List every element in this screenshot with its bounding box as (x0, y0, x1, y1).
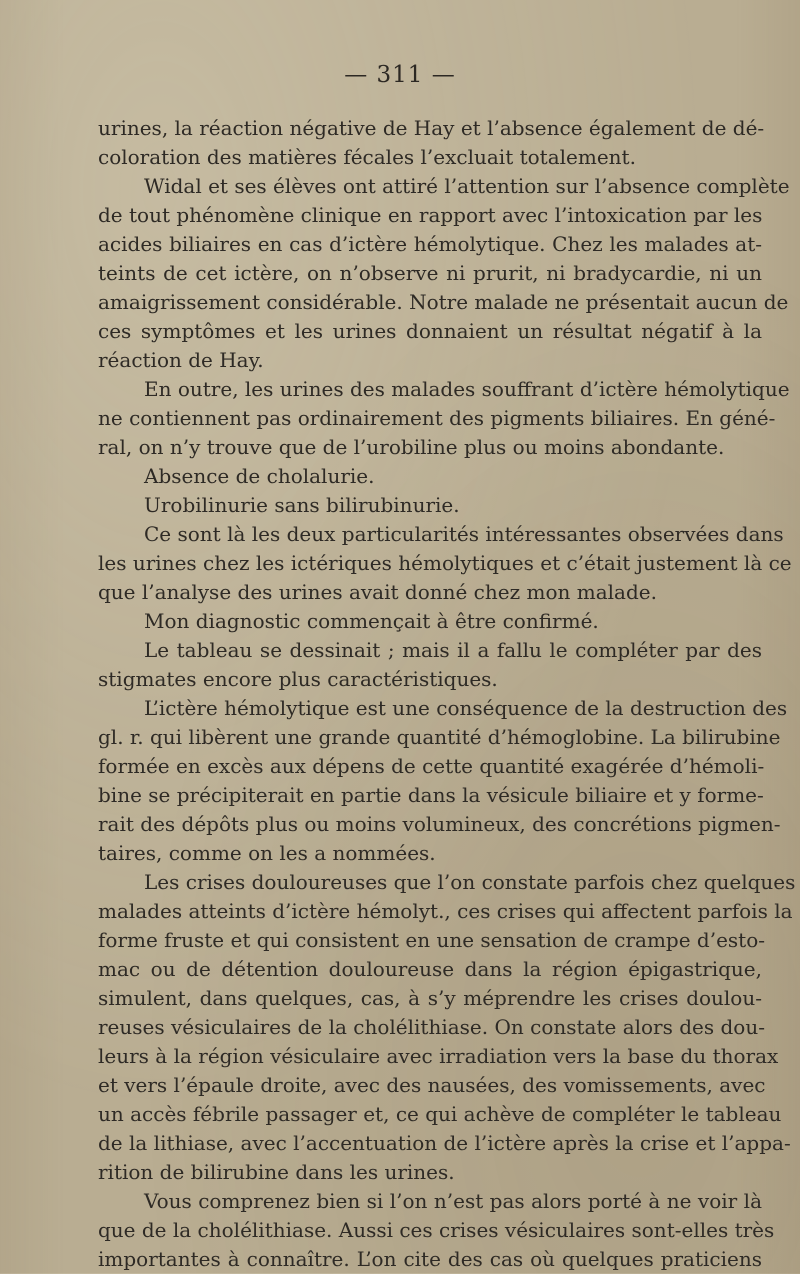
text-line: coloration des matières fécales l’excluait totalement. (98, 145, 636, 169)
text-line: que de la cholélithiase. Aussi ces crises vésiculaires sont-elles très (98, 1218, 775, 1242)
text-line: réaction de Hay. (98, 348, 264, 372)
body-text (98, 114, 796, 1274)
text-line: ces symptômes et les urines donnaient un résultat négatif à la (98, 319, 762, 343)
text-line: teints de cet ictère, on n’observe ni prurit, ni bradycardie, ni un (98, 261, 762, 285)
text-line: bine se précipiterait en partie dans la vésicule biliaire et y forme- (98, 783, 764, 807)
text-line: un accès fébrile passager et, ce qui achève de compléter le tableau (98, 1102, 782, 1126)
text-line: En outre, les urines des malades souffrant d’ictère hémolytique (144, 377, 790, 401)
text-line: taires, comme on les a nommées. (98, 841, 436, 865)
text-line: gl. r. qui libèrent une grande quantité d’hémoglobine. La bilirubine (98, 725, 781, 749)
text-line: Vous comprenez bien si l’on n’est pas alors porté à ne voir là (144, 1189, 762, 1213)
text-line: formée en excès aux dépens de cette quantité exagérée d’hémoli- (98, 754, 765, 778)
text-line: L’ictère hémolytique est une conséquence de la destruction des (144, 696, 788, 720)
text-line: importantes à connaître. L’on cite des cas où quelques praticiens (98, 1247, 762, 1271)
text-line: Ce sont là les deux particularités intéressantes observées dans (144, 522, 784, 546)
text-line: Mon diagnostic commençait à être confirmé. (144, 609, 599, 633)
text-line: et vers l’épaule droite, avec des nausées, des vomissements, avec (98, 1073, 766, 1097)
text-line: Le tableau se dessinait ; mais il a fallu le compléter par des (144, 638, 762, 662)
text-line: les urines chez les ictériques hémolytiques et c’était justement là ce (98, 551, 792, 575)
page-number: — 311 — (344, 62, 456, 88)
text-line: urines, la réaction négative de Hay et l’absence également de dé- (98, 116, 765, 140)
text-line: Les crises douloureuses que l’on constate parfois chez quelques (144, 870, 796, 894)
text-line: Urobilinurie sans bilirubinurie. (144, 493, 460, 517)
text-line: rition de bilirubine dans les urines. (98, 1160, 455, 1184)
text-line: malades atteints d’ictère hémolyt., ces crises qui affectent parfois la (98, 899, 793, 923)
text-line: ne contiennent pas ordinairement des pigments biliaires. En géné- (98, 406, 776, 430)
text-line: de la lithiase, avec l’accentuation de l’ictère après la crise et l’appa- (98, 1131, 791, 1155)
text-line: mac ou de détention douloureuse dans la région épigastrique, (98, 957, 762, 981)
text-line: de tout phénomène clinique en rapport avec l’intoxication par les (98, 203, 763, 227)
text-line: Widal et ses élèves ont attiré l’attention sur l’absence complète (144, 174, 790, 198)
text-line: simulent, dans quelques, cas, à s’y méprendre les crises doulou- (98, 986, 762, 1010)
text-line: acides biliaires en cas d’ictère hémolytique. Chez les malades at- (98, 232, 762, 256)
text-line: reuses vésiculaires de la cholélithiase. On constate alors des dou- (98, 1015, 765, 1039)
text-line: Absence de cholalurie. (144, 464, 375, 488)
text-line: amaigrissement considérable. Notre malade ne présentait aucun de (98, 290, 789, 314)
text-line: que l’analyse des urines avait donné chez mon malade. (98, 580, 657, 604)
text-line: rait des dépôts plus ou moins volumineux, des concrétions pigmen- (98, 812, 781, 836)
text-line: leurs à la région vésiculaire avec irradiation vers la base du thorax (98, 1044, 779, 1068)
text-line: stigmates encore plus caractéristiques. (98, 667, 498, 691)
text-line: forme fruste et qui consistent en une sensation de crampe d’esto- (98, 928, 766, 952)
text-line: ral, on n’y trouve que de l’urobiline plus ou moins abondante. (98, 435, 725, 459)
